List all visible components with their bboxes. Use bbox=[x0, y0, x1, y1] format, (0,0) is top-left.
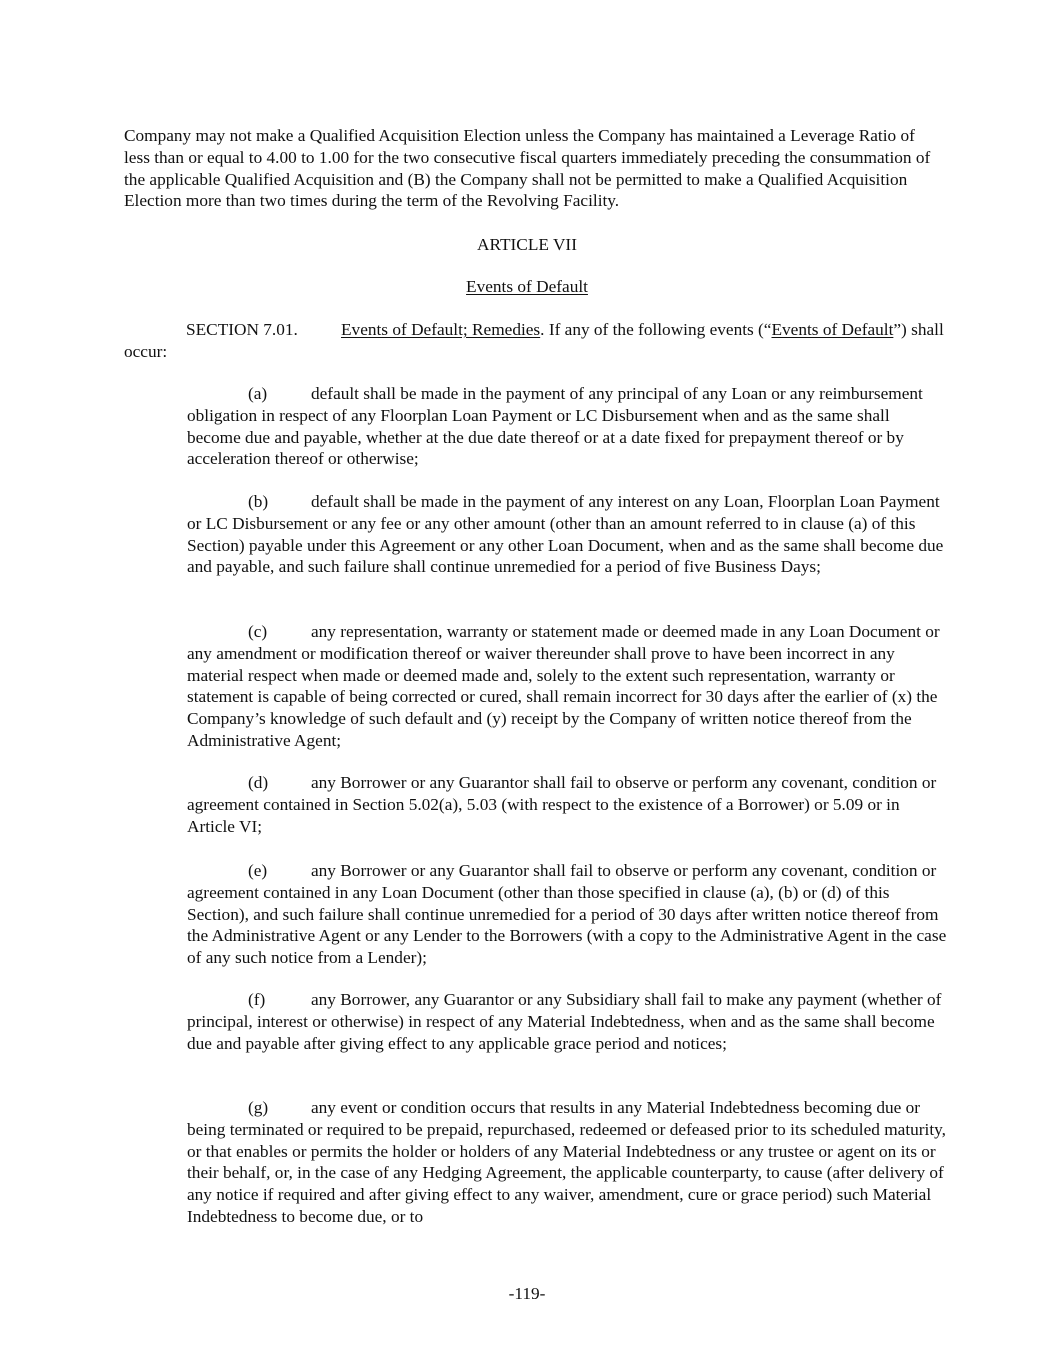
clause-text: any Borrower or any Guarantor shall fail to observe or perform any covenant, condition or agreement contained in any Loan Document (other than those specified in clause (a), (b) or (d) of this Section), and such failure shall continue unremedied for a period of 30 days after written notice thereof from the Administrative Agent or any Lender to the Borrowers (with a copy to the Administrative Agent in the case of any such notice from a Lender); bbox=[187, 861, 947, 968]
article-title bbox=[124, 276, 930, 298]
section-title: Events of Default; Remedies bbox=[341, 320, 541, 339]
article-title-text: Events of Default bbox=[466, 277, 588, 296]
clause-label: (b) bbox=[248, 492, 269, 511]
clause-g bbox=[187, 1097, 947, 1228]
clause-text: any event or condition occurs that results in any Material Indebtedness becoming due or being terminated or required to be prepaid, repurchased, redeemed or defeased prior to its scheduled maturity, or that enables or permits the holder or holders of any Material Indebtedness or any trustee or agent on its or their behalf, or, in the case of any Hedging Agreement, the applicable counterparty, to cause (after delivery of any notice if required and after giving effect to any waiver, amendment, cure or grace period) such Material Indebtedness to become due, or to bbox=[187, 1098, 946, 1226]
clause-text: default shall be made in the payment of any interest on any Loan, Floorplan Loan Payment or LC Disbursement or any fee or any other amount (other than an amount referred to in clause (a) of this Section) payable under this Agreement or any other Loan Document, when and as the same shall become due and payable, and such failure shall continue unremedied for a period of five Business Days; bbox=[187, 492, 944, 577]
section-text-after-term: ”) shall occur: bbox=[124, 320, 944, 361]
defined-term: Events of Default bbox=[771, 320, 894, 339]
page-number: -119- bbox=[508, 1284, 546, 1303]
clause-e bbox=[187, 860, 947, 969]
clause-label: (c) bbox=[248, 622, 268, 641]
clause-label: (d) bbox=[248, 773, 269, 792]
article-heading: ARTICLE VII bbox=[477, 235, 577, 254]
section-7-01-intro bbox=[124, 319, 944, 363]
clause-label: (a) bbox=[248, 384, 268, 403]
clause-label: (g) bbox=[248, 1098, 269, 1117]
clause-label: (e) bbox=[248, 861, 268, 880]
section-text-before-term: . If any of the following events (“ bbox=[540, 320, 772, 339]
clause-text: any Borrower, any Guarantor or any Subsidiary shall fail to make any payment (whether of principal, interest or otherwise) in respect of any Material Indebtedness, when and as the same shall become due and payable after giving effect to any applicable grace period and notices; bbox=[187, 990, 942, 1053]
clause-b bbox=[187, 491, 947, 578]
clause-c bbox=[187, 621, 947, 752]
clause-d bbox=[187, 772, 947, 837]
section-number: SECTION 7.01. bbox=[186, 320, 298, 339]
intro-paragraph: Company may not make a Qualified Acquisition Election unless the Company has maintained a Leverage Ratio of less than or equal to 4.00 to 1.00 for the two consecutive fiscal quarters immediately preceding the consummation of the applicable Qualified Acquisition and (B) the Company shall not be permitted to make a Qualified Acquisition Election more than two times during the term of the Revolving Facility. bbox=[124, 126, 931, 211]
clause-text: default shall be made in the payment of any principal of any Loan or any reimbursement obligation in respect of any Floorplan Loan Payment or LC Disbursement when and as the same shall become due and payable, whether at the due date thereof or at a date fixed for prepayment thereof or by acceleration thereof or otherwise; bbox=[187, 384, 923, 469]
clause-f bbox=[187, 989, 947, 1054]
clause-a bbox=[187, 383, 947, 470]
clause-text: any Borrower or any Guarantor shall fail to observe or perform any covenant, condition or agreement contained in Section 5.02(a), 5.03 (with respect to the existence of a Borrower) or 5.09 or in Article VI; bbox=[187, 773, 937, 836]
clause-label: (f) bbox=[248, 990, 266, 1009]
clause-text: any representation, warranty or statement made or deemed made in any Loan Document or any amendment or modification thereof or waiver thereunder shall prove to have been incorrect in any material respect when made or deemed made and, solely to the extent such representation, warranty or statement is capable of being corrected or cured, shall remain incorrect for 30 days after the earlier of (x) the Company’s knowledge of such default and (y) receipt by the Company of written notice thereof from the Administrative Agent; bbox=[187, 622, 940, 750]
